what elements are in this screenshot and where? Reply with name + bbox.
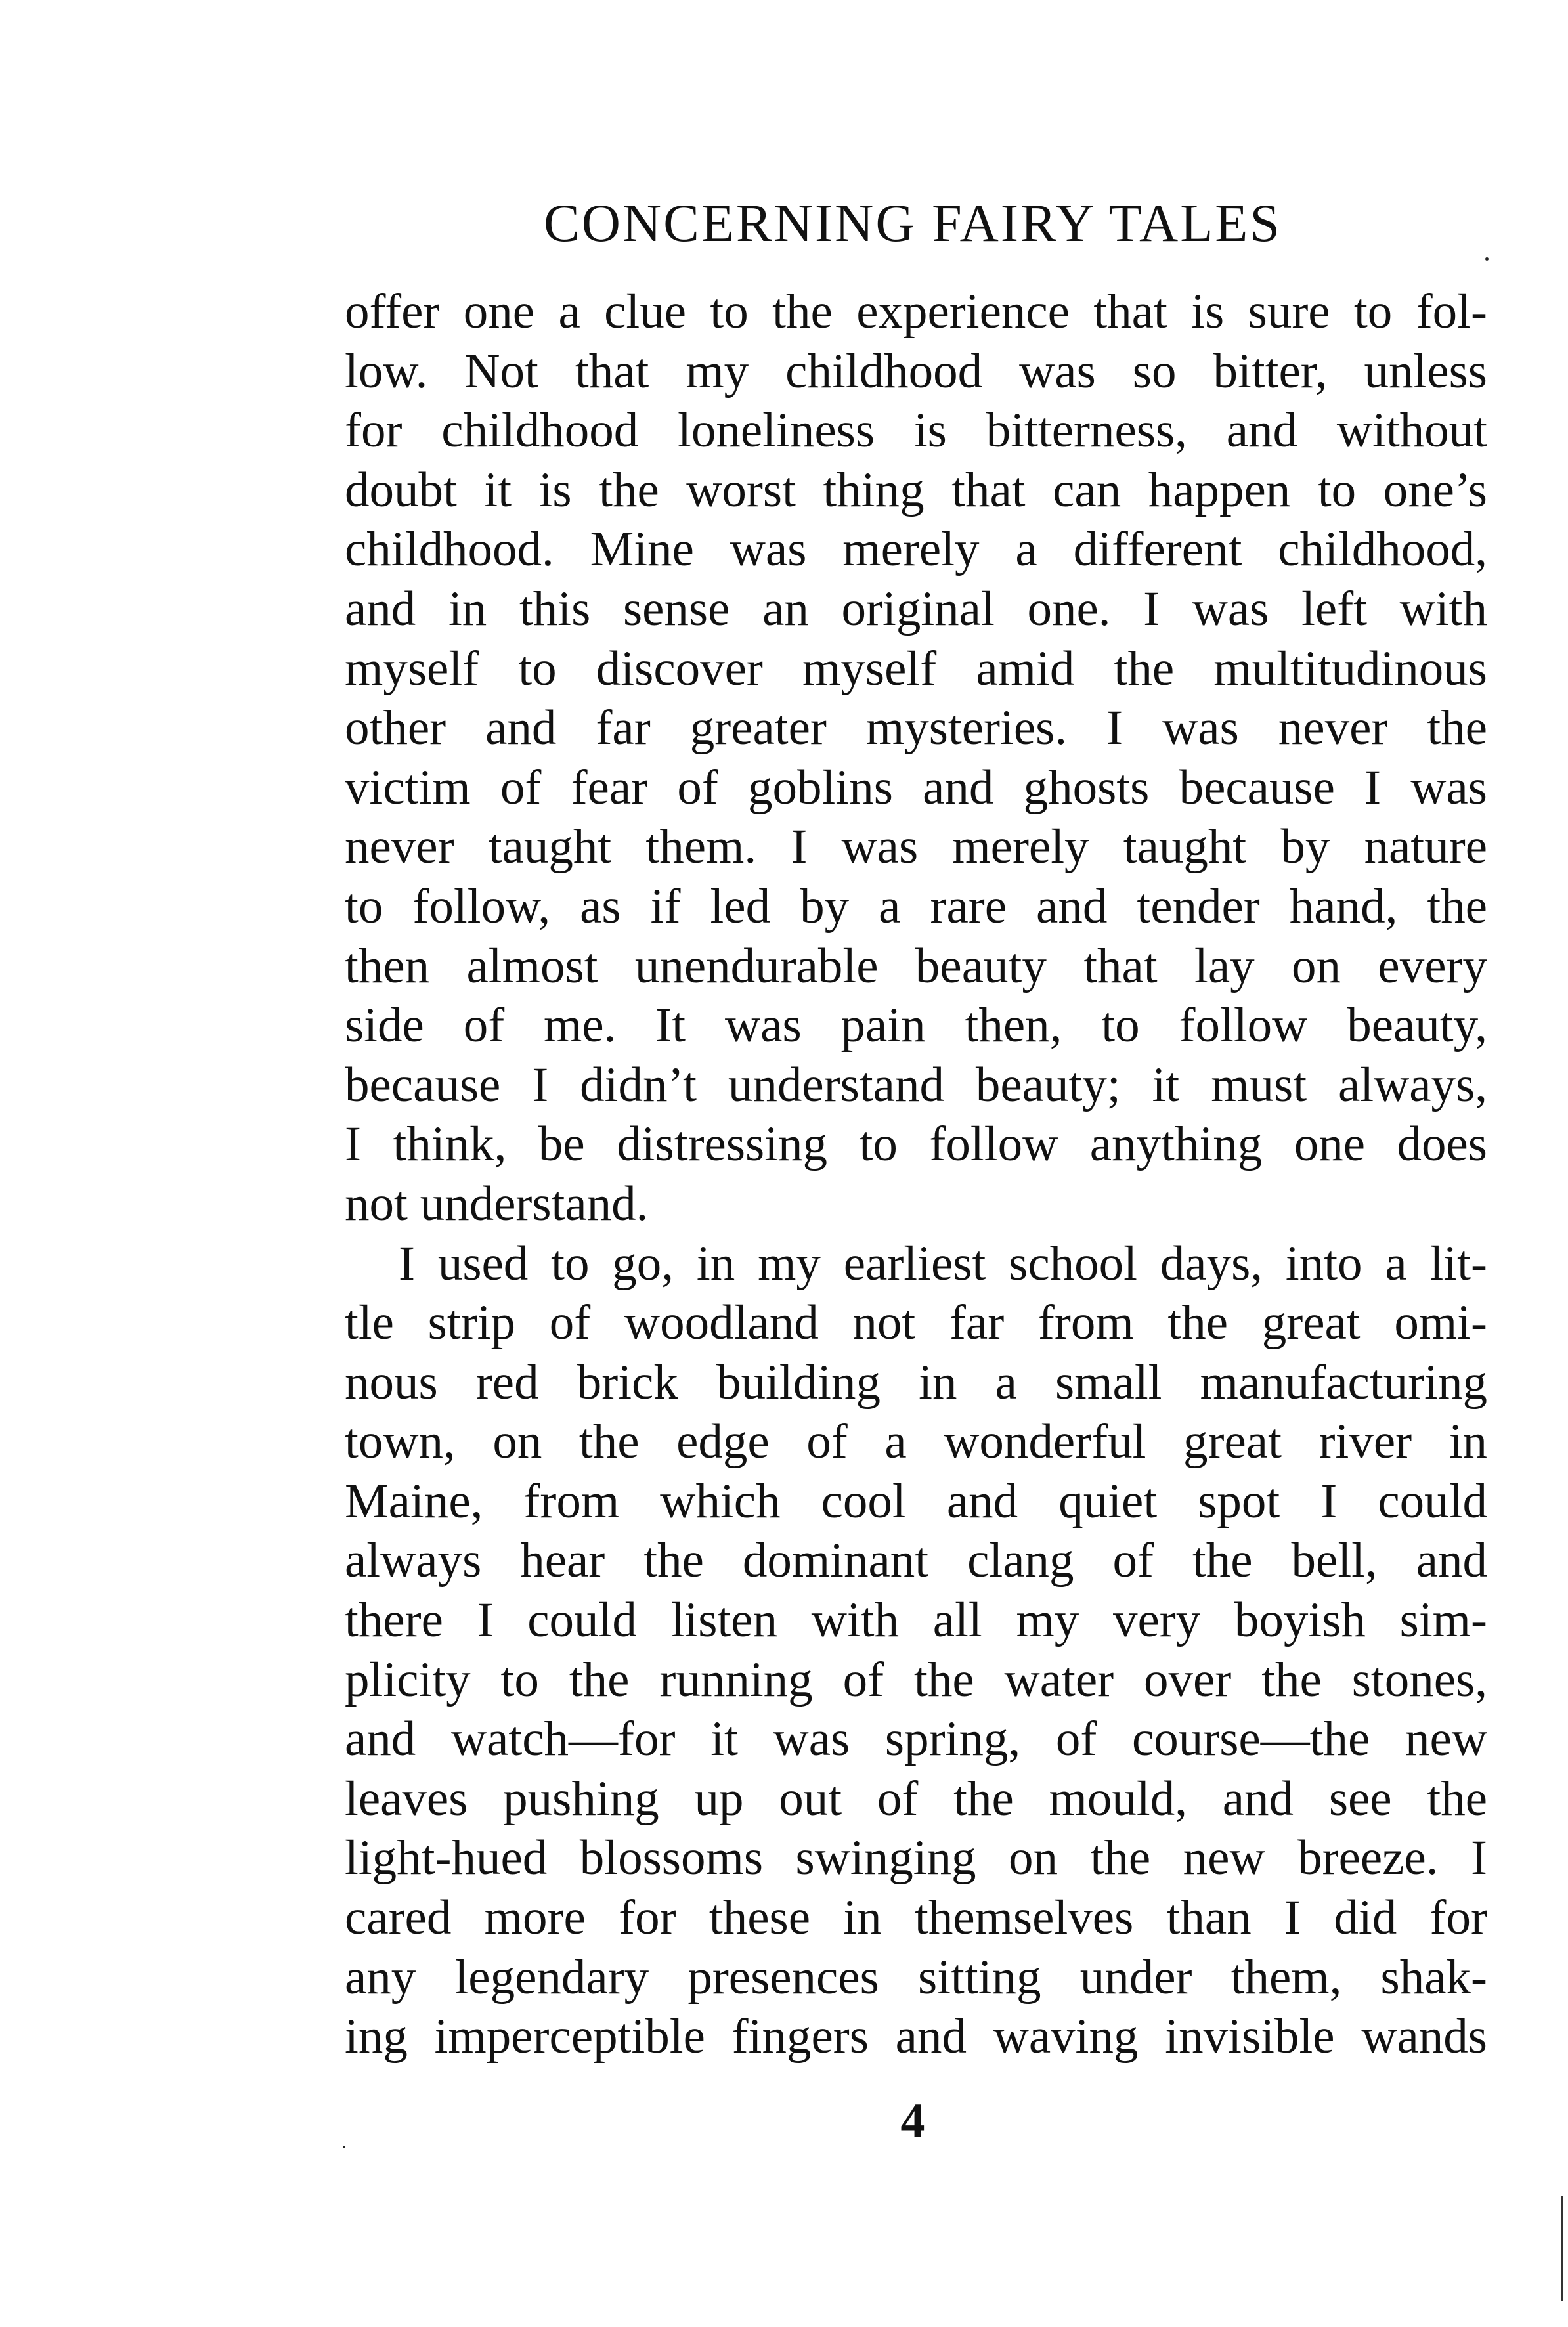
text-line: victim of fear of goblins and ghosts because I was [345, 760, 1487, 815]
text-line: I used to go, in my earliest school days, into a lit- [399, 1236, 1487, 1291]
text-line: side of me. It was pain then, to follow beauty, [345, 998, 1487, 1053]
text-line: town, on the edge of a wonderful great river in [345, 1414, 1487, 1469]
text-line: tle strip of woodland not far from the great omi- [345, 1295, 1487, 1351]
text-line: ing imperceptible fingers and waving invisible wands [345, 2009, 1487, 2064]
page-number: 4 [900, 2094, 925, 2148]
text-line: low. Not that my childhood was so bitter, unless [345, 343, 1487, 399]
text-line: doubt it is the worst thing that can happen to one’s [345, 462, 1487, 517]
text-line: Maine, from which cool and quiet spot I could [345, 1473, 1487, 1529]
page-edge-mark [1561, 2196, 1563, 2301]
text-line: plicity to the running of the water over the stones, [345, 1652, 1487, 1707]
ink-speck [343, 2146, 345, 2148]
body-text [345, 282, 1487, 2067]
text-line: light-hued blossoms swinging on the new breeze. I [345, 1831, 1487, 1886]
text-line: nous red brick building in a small manufacturing [345, 1355, 1487, 1410]
text-line: not understand. [345, 1176, 649, 1231]
running-head: CONCERNING FAIRY TALES [544, 193, 1282, 253]
text-line: other and far greater mysteries. I was never the [345, 701, 1487, 756]
text-line: always hear the dominant clang of the bell, and [345, 1533, 1487, 1588]
text-line: myself to discover myself amid the multitudinous [345, 641, 1487, 696]
text-line: and in this sense an original one. I was left with [345, 581, 1487, 636]
text-line: leaves pushing up out of the mould, and see the [345, 1771, 1487, 1826]
text-line: childhood. Mine was merely a different childhood, [345, 522, 1487, 577]
text-line: there I could listen with all my very boyish sim- [345, 1593, 1487, 1648]
text-line: offer one a clue to the experience that is sure to fol- [345, 284, 1487, 339]
text-line: and watch—for it was spring, of course—the new [345, 1712, 1487, 1767]
text-line: I think, be distressing to follow anything one does [345, 1117, 1487, 1172]
text-line: cared more for these in themselves than I did for [345, 1890, 1487, 1946]
text-line: then almost unendurable beauty that lay on every [345, 938, 1487, 993]
text-line: because I didn’t understand beauty; it must always, [345, 1057, 1487, 1112]
text-line: for childhood loneliness is bitterness, and without [345, 403, 1487, 458]
text-line: never taught them. I was merely taught by nature [345, 819, 1487, 875]
text-line: to follow, as if led by a rare and tender hand, the [345, 879, 1487, 934]
ink-speck [1485, 257, 1489, 261]
text-line: any legendary presences sitting under them, shak- [345, 1949, 1487, 2005]
